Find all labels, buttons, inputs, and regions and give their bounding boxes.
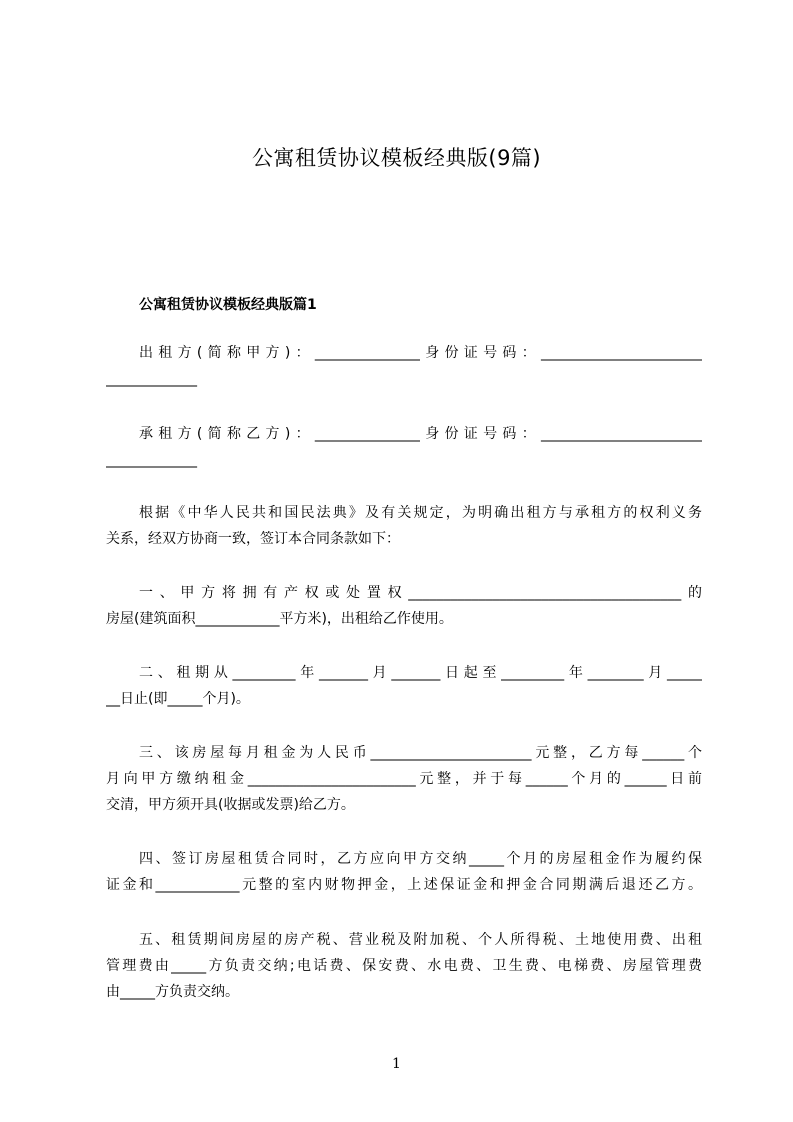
section-heading: 公寓租赁协议模板经典版篇1 <box>139 297 317 313</box>
paragraph-line: 管理费由_____方负责交纳;电话费、保安费、水电费、卫生费、电梯费、房屋管理费 <box>106 958 702 974</box>
preamble-paragraph <box>106 500 702 552</box>
lessor-paragraph <box>106 340 702 392</box>
paragraph-line: _____________ <box>106 371 197 387</box>
paragraph-line: 承租方(简称乙方)：_______________身份证号码：_______________________ <box>139 426 702 442</box>
paragraph-line: 四、签订房屋租赁合同时，乙方应向甲方交纳_____个月的房屋租金作为履约保 <box>139 851 702 867</box>
clause-3-paragraph <box>106 740 702 818</box>
lessee-paragraph <box>106 421 702 473</box>
paragraph-line: 一、甲方将拥有产权或处置权_______________________________________的 <box>139 585 702 601</box>
paragraph-line: 交清，甲方须开具(收据或发票)给乙方。 <box>106 797 355 813</box>
clause-4-paragraph <box>106 846 702 898</box>
paragraph-line: 二、租期从_________年_______月_______日起至_________年________月_____ <box>139 665 702 681</box>
paragraph-line: 由_____方负责交纳。 <box>106 984 239 1000</box>
clause-1-paragraph <box>106 580 702 632</box>
paragraph-line: 五、租赁期间房屋的房产税、营业税及附加税、个人所得税、土地使用费、出租 <box>139 932 702 948</box>
clause-2-paragraph <box>106 660 702 712</box>
page-number: 1 <box>392 1056 401 1072</box>
paragraph-line: 关系，经双方协商一致，签订本合同条款如下： <box>106 531 400 547</box>
paragraph-line: 出租方(简称甲方)：_______________身份证号码：_______________________ <box>139 345 702 361</box>
clause-5-paragraph <box>106 927 702 1005</box>
paragraph-line: __日止(即_____个月)。 <box>106 691 250 707</box>
paragraph-line: 三、该房屋每月租金为人民币_______________________元整，乙方每______个 <box>139 745 702 761</box>
paragraph-line: 房屋(建筑面积____________平方米)，出租给乙作使用。 <box>106 611 453 627</box>
paragraph-line: 根据《中华人民共和国民法典》及有关规定，为明确出租方与承租方的权利义务 <box>139 505 702 521</box>
document-title: 公寓租赁协议模板经典版(9篇) <box>251 146 542 170</box>
paragraph-line: 月向甲方缴纳租金________________________元整，并于每______个月的______日前 <box>106 771 702 787</box>
paragraph-line: 证金和____________元整的室内财物押金，上述保证金和押金合同期满后退还乙方。 <box>106 877 702 893</box>
paragraph-line: _____________ <box>106 452 197 468</box>
